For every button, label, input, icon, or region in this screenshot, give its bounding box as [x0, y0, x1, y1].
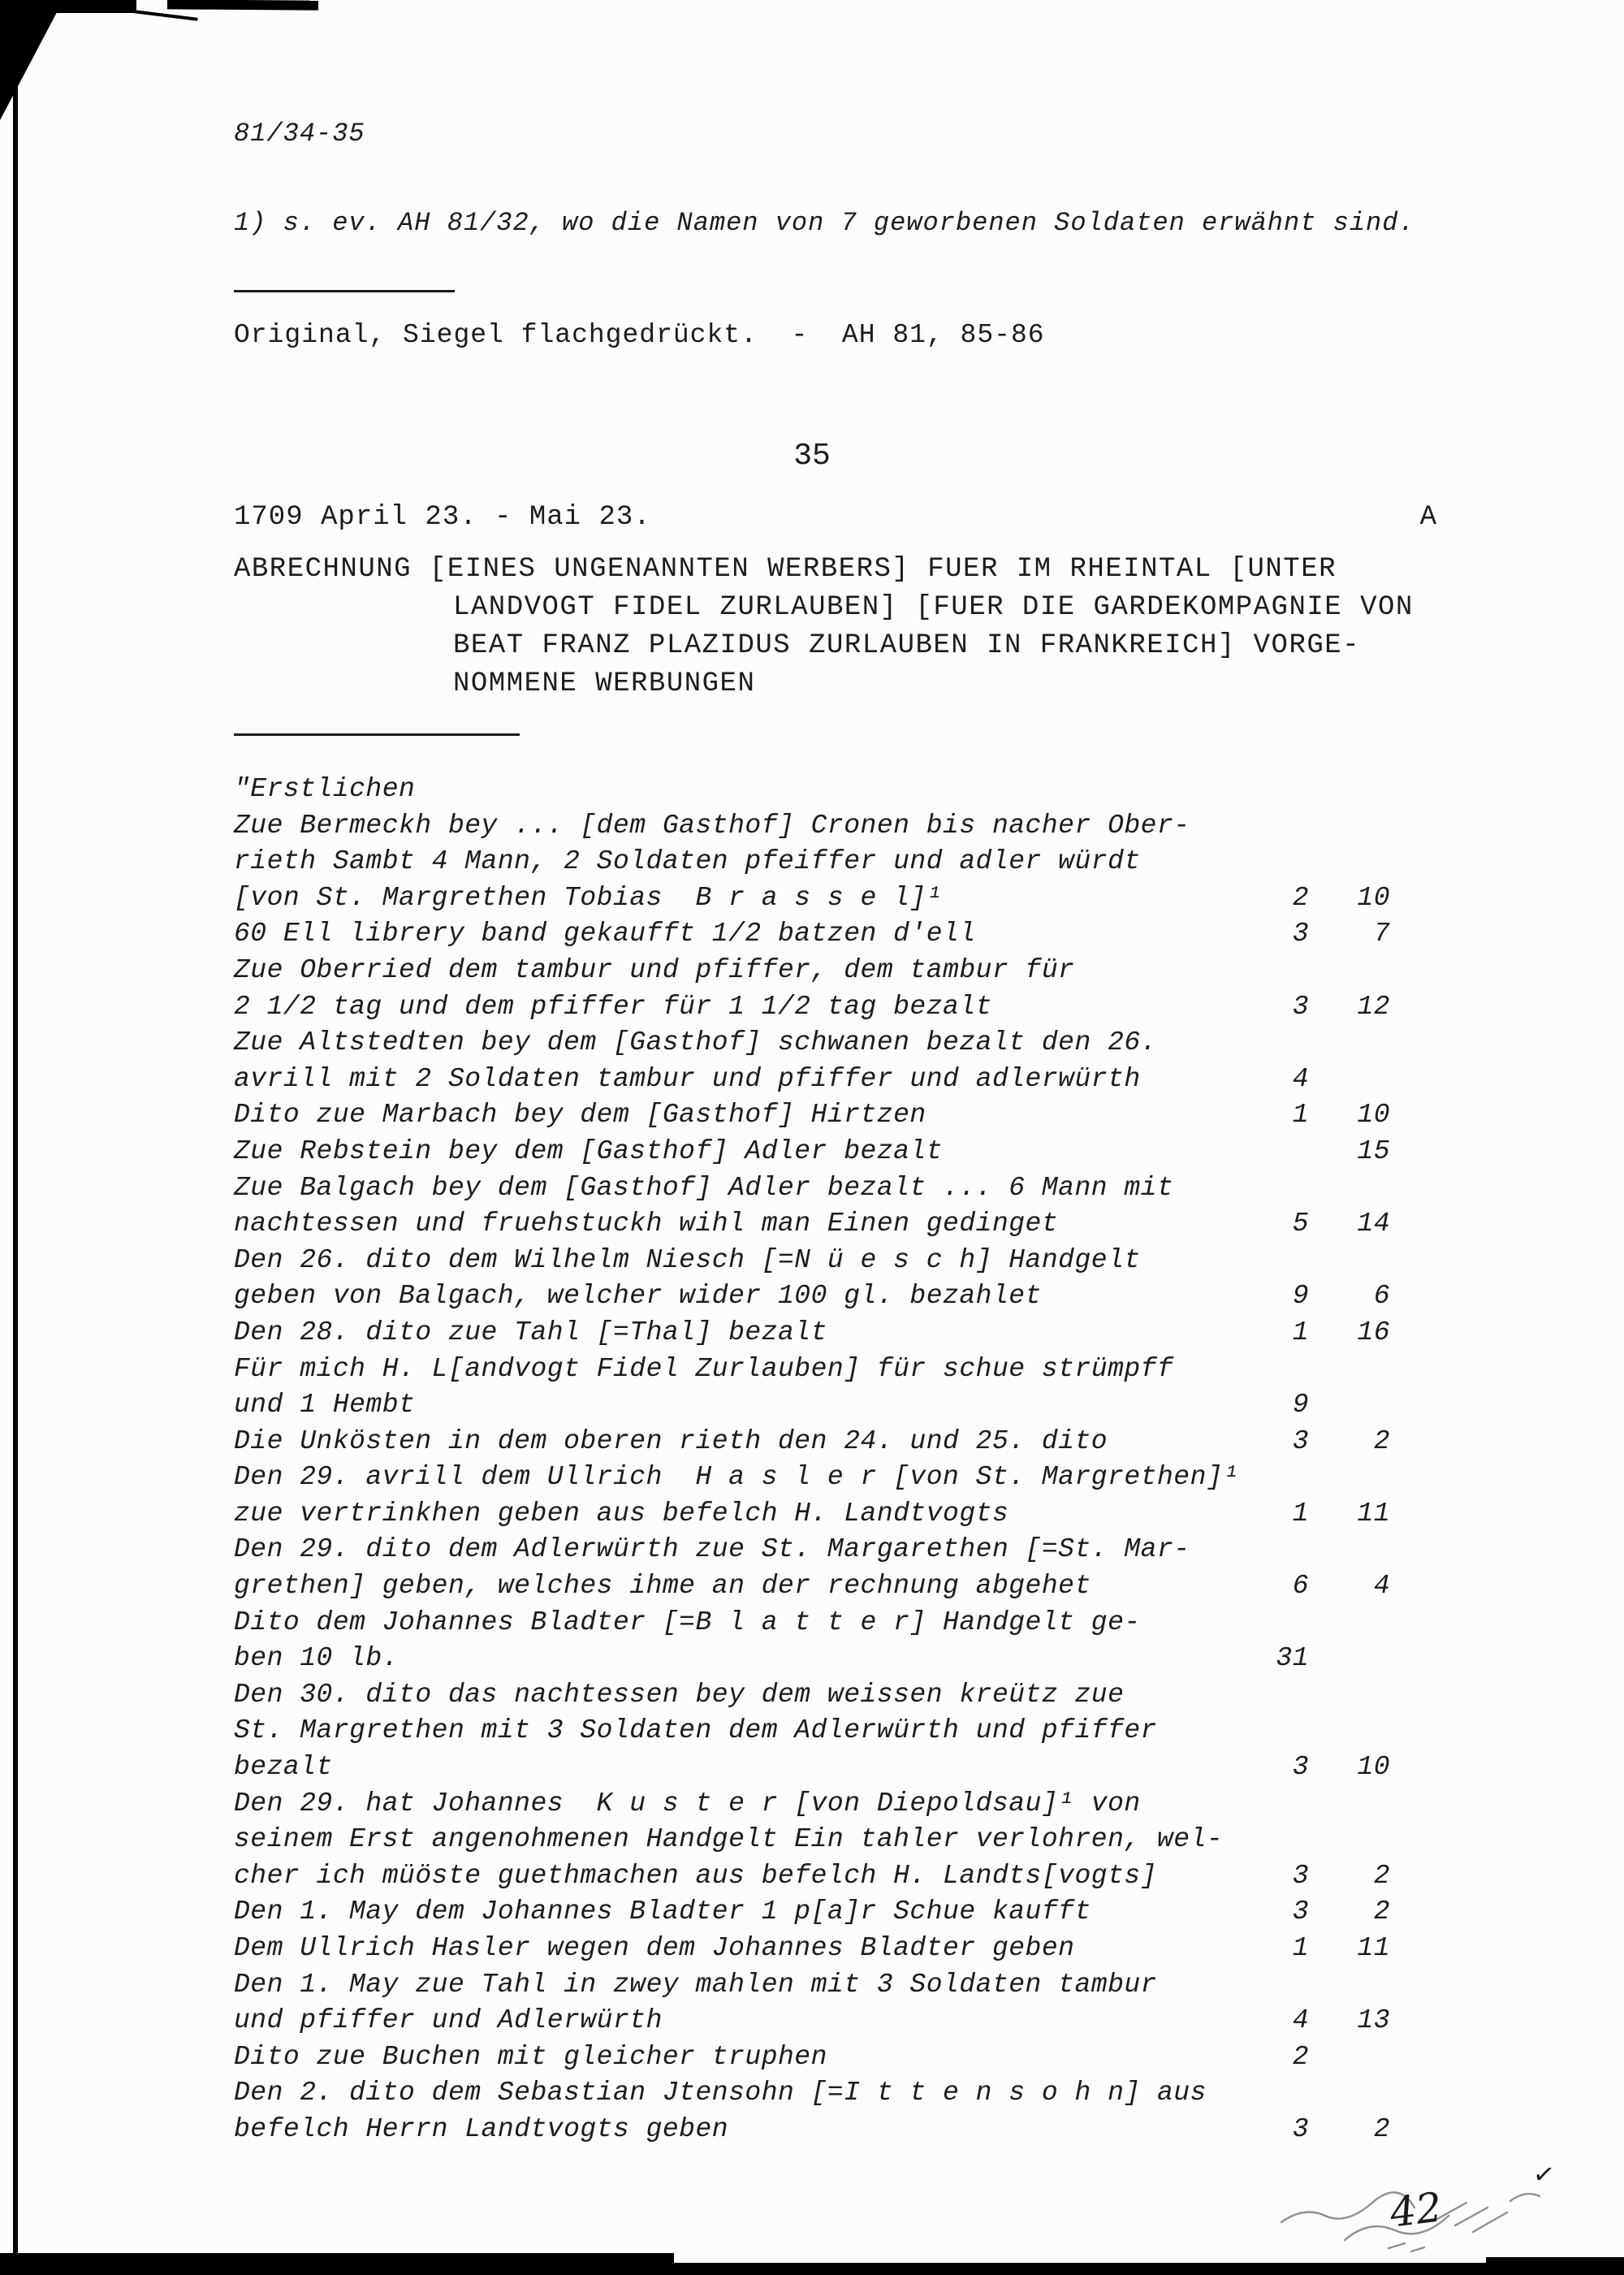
account-line [234, 1713, 1390, 1750]
account-line-text: Zue Balgach bey dem [Gasthof] Adler bezalt ... 6 Mann mit [234, 1172, 1174, 1203]
account-amount-col2 [1309, 1387, 1390, 1424]
account-amount-col1: 4 [1292, 1063, 1309, 1094]
account-line-text: zue vertrinkhen geben aus befelch H. Landtvogts [234, 1498, 1009, 1529]
account-line-text: 2 1/2 tag und dem pfiffer für 1 1/2 tag bezalt [234, 991, 992, 1022]
account-line-text: Den 1. May dem Johannes Bladter 1 p[a]r Schue kaufft [234, 1897, 1091, 1927]
account-amount-col2: 6 [1373, 1281, 1390, 1312]
account-line-text: geben von Balgach, welcher wider 100 gl. bezahlet [234, 1281, 1042, 1312]
account-line-text: grethen] geben, welches ihme an der rechnung abgehet [234, 1571, 1091, 1602]
title-divider-rule [234, 733, 520, 736]
account-amount-col2: 2 [1373, 2113, 1390, 2144]
account-line-text: Dito zue Buchen mit gleicher truphen [234, 2041, 827, 2072]
account-line-text: "Erstlichen [234, 774, 416, 804]
account-line-text: Den 26. dito dem Wilhelm Niesch [=N ü e s c h] Handgelt [234, 1244, 1141, 1275]
account-line [234, 1278, 1390, 1315]
account-line-text: ben 10 lb. [234, 1643, 400, 1674]
account-amount-col1: 4 [1292, 2005, 1309, 2036]
account-line [234, 1460, 1390, 1496]
account-line-text: Dito dem Johannes Bladter [=B l a t t e r] Handgelt ge- [234, 1607, 1141, 1637]
account-line [234, 1967, 1390, 2004]
footnote: 1) s. ev. AH 81/32, wo die Namen von 7 geworbenen Soldaten erwähnt sind. [234, 208, 1415, 238]
account-amount-col2 [1309, 1822, 1390, 1858]
account-amount-col2: 15 [1357, 1135, 1390, 1166]
account-line-text: befelch Herrn Landtvogts geben [234, 2113, 729, 2144]
account-amount-col1: 9 [1292, 1390, 1309, 1421]
account-amount-col1: 3 [1292, 1752, 1309, 1783]
account-amount-col2: 10 [1357, 882, 1390, 913]
account-amount-col1: 3 [1292, 1860, 1309, 1891]
account-line [234, 2075, 1390, 2112]
account-amount-col2: 2 [1373, 1860, 1390, 1891]
title-line: BEAT FRANZ PLAZIDUS ZURLAUBEN IN FRANKREICH] VORGE- [453, 630, 1361, 661]
account-table [234, 772, 1390, 2148]
source-description: Original, Siegel flachgedrückt. - AH 81, 85-86 [234, 320, 1045, 350]
account-amount-col1 [1250, 772, 1309, 808]
entry-number: 35 [793, 439, 831, 474]
account-line-text: avrill mit 2 Soldaten tambur und pfiffer und adlerwürth [234, 1063, 1141, 1094]
account-line [234, 1134, 1390, 1170]
handwritten-check-mark: ✓ [1531, 2157, 1557, 2191]
account-line [234, 1315, 1390, 1352]
account-line [234, 1858, 1390, 1895]
account-amount-col2 [1309, 844, 1390, 880]
account-amount-col2 [1309, 1352, 1390, 1388]
account-line [234, 1206, 1390, 1243]
scan-scratch-mark [120, 8, 198, 21]
account-line-text: Zue Altstedten bey dem [Gasthof] schwanen bezalt den 26. [234, 1027, 1157, 1058]
account-amount-col1: 1 [1292, 1317, 1309, 1347]
account-amount-col2: 11 [1357, 1933, 1390, 1963]
scan-corner-top-left [0, 0, 63, 120]
account-amount-col1 [1250, 1532, 1309, 1568]
account-amount-col1: 6 [1292, 1571, 1309, 1602]
account-line [234, 989, 1390, 1026]
date-range: 1709 April 23. - Mai 23. [234, 502, 651, 533]
title-line: NOMMENE WERBUNGEN [453, 668, 756, 699]
account-amount-col1: 2 [1292, 882, 1309, 913]
account-amount-col2: 11 [1357, 1498, 1390, 1529]
account-line [234, 1243, 1390, 1279]
account-line [234, 1062, 1390, 1098]
account-line-text: und 1 Hembt [234, 1390, 416, 1421]
account-amount-col1 [1250, 1786, 1309, 1823]
account-line-text: rieth Sambt 4 Mann, 2 Soldaten pfeiffer und adler würdt [234, 846, 1141, 877]
account-line-text: Den 2. dito dem Sebastian Jtensohn [=I t t e n s o h n] aus [234, 2078, 1207, 2108]
account-amount-col2 [1309, 1641, 1390, 1677]
account-line [234, 2003, 1390, 2039]
account-amount-col2 [1309, 2039, 1390, 2076]
account-amount-col2: 10 [1357, 1752, 1390, 1783]
account-amount-col2 [1309, 2075, 1390, 2112]
account-line [234, 1387, 1390, 1424]
account-amount-col1: 3 [1292, 919, 1309, 949]
account-amount-col1 [1250, 1605, 1309, 1641]
account-line-text: Den 28. dito zue Tahl [=Thal] bezalt [234, 1317, 827, 1347]
account-amount-col2: 2 [1373, 1897, 1390, 1927]
account-amount-col1 [1250, 844, 1309, 880]
account-line-text: Zue Oberried dem tambur und pfiffer, dem tambur für [234, 954, 1075, 985]
account-amount-col1 [1250, 808, 1309, 845]
account-amount-col1 [1250, 953, 1309, 989]
account-line [234, 1025, 1390, 1062]
scan-corner-bottom-left [0, 2253, 674, 2275]
account-amount-col1: 1 [1292, 1933, 1309, 1963]
account-line [234, 1170, 1390, 1207]
account-line-text: seinem Erst angenohmenen Handgelt Ein tahler verlohren, wel- [234, 1824, 1224, 1855]
account-amount-col1: 3 [1292, 991, 1309, 1022]
account-amount-col1 [1250, 1460, 1309, 1496]
account-line [234, 1097, 1390, 1134]
account-amount-col2: 12 [1357, 991, 1390, 1022]
account-amount-col1 [1250, 1352, 1309, 1388]
account-amount-col1 [1250, 1134, 1309, 1170]
account-amount-col2 [1309, 1170, 1390, 1207]
account-line [234, 953, 1390, 989]
account-amount-col1: 31 [1276, 1643, 1309, 1674]
account-line [234, 880, 1390, 917]
account-line [234, 1894, 1390, 1931]
account-amount-col1 [1250, 1967, 1309, 2004]
account-amount-col2 [1309, 772, 1390, 808]
account-line [234, 2039, 1390, 2076]
account-line [234, 916, 1390, 953]
account-line [234, 1677, 1390, 1714]
account-line-text: Für mich H. L[andvogt Fidel Zurlauben] für schue strümpff [234, 1353, 1174, 1384]
account-line-text: nachtessen und fruehstuckh wihl man Einen gedinget [234, 1209, 1059, 1239]
account-line [234, 1605, 1390, 1641]
account-amount-col2 [1309, 1967, 1390, 2004]
account-amount-col2: 10 [1357, 1100, 1390, 1131]
account-amount-col1 [1250, 1822, 1309, 1858]
account-line-text: Den 30. dito das nachtessen bey dem weissen kreütz zue [234, 1679, 1125, 1710]
account-line-text: bezalt [234, 1752, 333, 1783]
account-amount-col1: 3 [1292, 1425, 1309, 1456]
account-line-text: Dito zue Marbach bey dem [Gasthof] Hirtzen [234, 1100, 926, 1131]
account-line [234, 1750, 1390, 1786]
account-line [234, 1532, 1390, 1568]
account-line [234, 1424, 1390, 1460]
account-line [234, 1931, 1390, 1967]
footnote-divider-rule [234, 290, 455, 292]
account-amount-col1: 5 [1292, 1209, 1309, 1239]
date-row [234, 502, 1437, 533]
account-amount-col2: 2 [1373, 1425, 1390, 1456]
account-line [234, 1496, 1390, 1533]
account-line [234, 1568, 1390, 1605]
account-line-text: Zue Bermeckh bey ... [dem Gasthof] Cronen bis nacher Ober- [234, 810, 1190, 841]
archive-reference: 81/34-35 [234, 119, 365, 149]
account-line-text: Die Unkösten in dem oberen rieth den 24. und 25. dito [234, 1425, 1108, 1456]
account-amount-col2 [1309, 1713, 1390, 1750]
account-amount-col2 [1309, 1677, 1390, 1714]
account-line [234, 1822, 1390, 1858]
account-line [234, 1352, 1390, 1388]
account-amount-col2: 7 [1373, 919, 1390, 949]
account-line-text: Zue Rebstein bey dem [Gasthof] Adler bezalt [234, 1135, 944, 1166]
account-line-text: cher ich müöste guethmachen aus befelch H. Landts[vogts] [234, 1860, 1157, 1891]
scan-edge-top [167, 0, 318, 11]
account-line-text: Den 29. dito dem Adlerwürth zue St. Margarethen [=St. Mar- [234, 1534, 1190, 1565]
account-amount-col1 [1250, 1713, 1309, 1750]
account-amount-col2 [1309, 1605, 1390, 1641]
account-amount-col2 [1309, 953, 1390, 989]
account-amount-col1 [1250, 1170, 1309, 1207]
account-amount-col1 [1250, 2075, 1309, 2112]
account-line-text: Den 29. hat Johannes K u s t e r [von Diepoldsau]¹ von [234, 1788, 1141, 1819]
account-amount-col1 [1250, 1025, 1309, 1062]
account-amount-col1: 9 [1292, 1281, 1309, 1312]
account-amount-col2 [1309, 1025, 1390, 1062]
account-amount-col1: 3 [1292, 2113, 1309, 2144]
account-amount-col2: 13 [1357, 2005, 1390, 2036]
account-line [234, 844, 1390, 880]
account-amount-col2 [1309, 808, 1390, 845]
pencil-scribble [1267, 2144, 1624, 2266]
account-amount-col2 [1309, 1532, 1390, 1568]
account-amount-col1: 1 [1292, 1498, 1309, 1529]
account-line-text: und pfiffer und Adlerwürth [234, 2005, 663, 2036]
account-line [234, 2112, 1390, 2148]
marginal-letter: A [1419, 502, 1437, 533]
account-amount-col2 [1309, 1243, 1390, 1279]
account-line-text: 60 Ell librery band gekaufft 1/2 batzen d'ell [234, 919, 976, 949]
account-line [234, 772, 1390, 808]
account-amount-col2: 16 [1357, 1317, 1390, 1347]
account-amount-col2 [1309, 1460, 1390, 1496]
account-amount-col1: 2 [1292, 2041, 1309, 2072]
title-line: ABRECHNUNG [EINES UNGENANNTEN WERBERS] FUER IM RHEINTAL [UNTER [234, 554, 1337, 585]
account-line [234, 1786, 1390, 1823]
scan-edge-left [13, 0, 18, 2275]
account-amount-col1 [1250, 1243, 1309, 1279]
handwritten-number: 42 [1387, 2183, 1445, 2237]
account-amount-col1: 3 [1292, 1897, 1309, 1927]
title-line: LANDVOGT FIDEL ZURLAUBEN] [FUER DIE GARDEKOMPAGNIE VON [453, 592, 1414, 623]
account-amount-col2 [1309, 1062, 1390, 1098]
account-line-text: Den 1. May zue Tahl in zwey mahlen mit 3 Soldaten tambur [234, 1969, 1157, 2000]
account-amount-col2: 4 [1373, 1571, 1390, 1602]
account-line [234, 1641, 1390, 1677]
title-block [234, 551, 1414, 703]
account-line [234, 808, 1390, 845]
account-line-text: [von St. Margrethen Tobias B r a s s e l]¹ [234, 882, 944, 913]
account-amount-col2: 14 [1357, 1209, 1390, 1239]
account-line-text: Den 29. avrill dem Ullrich H a s l e r [von St. Margrethen]¹ [234, 1462, 1240, 1493]
account-amount-col1: 1 [1292, 1100, 1309, 1131]
account-line-text: Dem Ullrich Hasler wegen dem Johannes Bladter geben [234, 1933, 1075, 1963]
account-line-text: St. Margrethen mit 3 Soldaten dem Adlerwürth und pfiffer [234, 1715, 1157, 1746]
account-amount-col1 [1250, 1677, 1309, 1714]
account-amount-col2 [1309, 1786, 1390, 1823]
